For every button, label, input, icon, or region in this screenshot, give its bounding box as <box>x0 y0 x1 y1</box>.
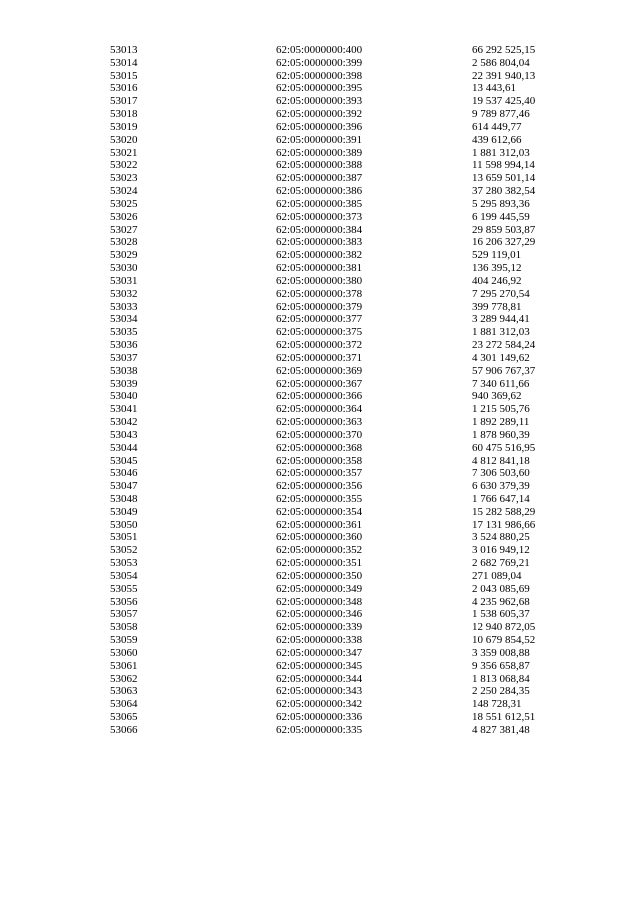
row-number-cell: 53014 <box>110 56 138 69</box>
row-number-cell: 53022 <box>110 159 138 172</box>
cadastral-number-cell: 62:05:0000000:367 <box>276 377 363 390</box>
row-number-cell: 53032 <box>110 287 138 300</box>
cadastral-number-cell: 62:05:0000000:385 <box>276 197 363 210</box>
cadastral-number-cell: 62:05:0000000:360 <box>276 531 363 544</box>
table-row <box>110 172 580 185</box>
table-row <box>110 249 580 262</box>
amount-cell: 1 538 605,37 <box>472 608 530 621</box>
cadastral-number-cell: 62:05:0000000:338 <box>276 634 363 647</box>
row-number-cell: 53024 <box>110 185 138 198</box>
row-number-cell: 53047 <box>110 480 138 493</box>
amount-cell: 7 295 270,54 <box>472 287 530 300</box>
cadastral-number-cell: 62:05:0000000:389 <box>276 146 363 159</box>
cadastral-number-cell: 62:05:0000000:387 <box>276 172 363 185</box>
table-row <box>110 698 580 711</box>
row-number-cell: 53063 <box>110 685 138 698</box>
amount-cell: 614 449,77 <box>472 120 522 133</box>
cadastral-number-cell: 62:05:0000000:342 <box>276 698 363 711</box>
cadastral-number-cell: 62:05:0000000:354 <box>276 505 363 518</box>
cadastral-number-cell: 62:05:0000000:398 <box>276 69 363 82</box>
amount-cell: 3 016 949,12 <box>472 544 530 557</box>
amount-cell: 439 612,66 <box>472 133 522 146</box>
row-number-cell: 53059 <box>110 634 138 647</box>
row-number-cell: 53025 <box>110 197 138 210</box>
amount-cell: 60 475 516,95 <box>472 441 536 454</box>
table-row <box>110 236 580 249</box>
row-number-cell: 53044 <box>110 441 138 454</box>
row-number-cell: 53065 <box>110 711 138 724</box>
row-number-cell: 53028 <box>110 236 138 249</box>
row-number-cell: 53040 <box>110 390 138 403</box>
table-row <box>110 352 580 365</box>
table-row <box>110 673 580 686</box>
table-row <box>110 557 580 570</box>
row-number-cell: 53045 <box>110 454 138 467</box>
table-row <box>110 339 580 352</box>
amount-cell: 23 272 584,24 <box>472 339 536 352</box>
row-number-cell: 53048 <box>110 492 138 505</box>
amount-cell: 57 906 767,37 <box>472 364 536 377</box>
cadastral-number-cell: 62:05:0000000:380 <box>276 274 363 287</box>
cadastral-number-cell: 62:05:0000000:356 <box>276 480 363 493</box>
cadastral-number-cell: 62:05:0000000:347 <box>276 646 363 659</box>
row-number-cell: 53046 <box>110 467 138 480</box>
amount-cell: 1 878 960,39 <box>472 428 530 441</box>
row-number-cell: 53030 <box>110 262 138 275</box>
amount-cell: 18 551 612,51 <box>472 711 536 724</box>
cadastral-number-cell: 62:05:0000000:350 <box>276 569 363 582</box>
amount-cell: 29 859 503,87 <box>472 223 536 236</box>
amount-cell: 4 827 381,48 <box>472 723 530 736</box>
table-row <box>110 621 580 634</box>
amount-cell: 1 881 312,03 <box>472 146 530 159</box>
row-number-cell: 53049 <box>110 505 138 518</box>
amount-cell: 13 659 501,14 <box>472 172 536 185</box>
amount-cell: 399 778,81 <box>472 300 522 313</box>
amount-cell: 3 524 880,25 <box>472 531 530 544</box>
amount-cell: 12 940 872,05 <box>472 621 536 634</box>
table-row <box>110 44 580 57</box>
cadastral-number-cell: 62:05:0000000:343 <box>276 685 363 698</box>
amount-cell: 940 369,62 <box>472 390 522 403</box>
table-row <box>110 685 580 698</box>
row-number-cell: 53037 <box>110 351 138 364</box>
row-number-cell: 53033 <box>110 300 138 313</box>
row-number-cell: 53036 <box>110 339 138 352</box>
amount-cell: 4 301 149,62 <box>472 351 530 364</box>
cadastral-number-cell: 62:05:0000000:352 <box>276 544 363 557</box>
row-number-cell: 53052 <box>110 544 138 557</box>
amount-cell: 1 215 505,76 <box>472 403 530 416</box>
row-number-cell: 53020 <box>110 133 138 146</box>
row-number-cell: 53035 <box>110 326 138 339</box>
table-row <box>110 288 580 301</box>
amount-cell: 404 246,92 <box>472 274 522 287</box>
table-row <box>110 570 580 583</box>
table-row <box>110 544 580 557</box>
cadastral-number-cell: 62:05:0000000:339 <box>276 621 363 634</box>
row-number-cell: 53039 <box>110 377 138 390</box>
table-row <box>110 467 580 480</box>
cadastral-number-cell: 62:05:0000000:379 <box>276 300 363 313</box>
table-row <box>110 493 580 506</box>
amount-cell: 2 586 804,04 <box>472 56 530 69</box>
table-row <box>110 57 580 70</box>
table-row <box>110 378 580 391</box>
row-number-cell: 53016 <box>110 82 138 95</box>
row-number-cell: 53062 <box>110 672 138 685</box>
cadastral-number-cell: 62:05:0000000:373 <box>276 210 363 223</box>
cadastral-number-cell: 62:05:0000000:388 <box>276 159 363 172</box>
row-number-cell: 53050 <box>110 518 138 531</box>
cadastral-number-cell: 62:05:0000000:378 <box>276 287 363 300</box>
amount-cell: 1 766 647,14 <box>472 492 530 505</box>
amount-cell: 136 395,12 <box>472 262 522 275</box>
table-row <box>110 82 580 95</box>
amount-cell: 6 630 379,39 <box>472 480 530 493</box>
amount-cell: 3 289 944,41 <box>472 313 530 326</box>
table-row <box>110 519 580 532</box>
row-number-cell: 53054 <box>110 569 138 582</box>
row-number-cell: 53042 <box>110 416 138 429</box>
cadastral-number-cell: 62:05:0000000:346 <box>276 608 363 621</box>
cadastral-number-cell: 62:05:0000000:395 <box>276 82 363 95</box>
row-number-cell: 53041 <box>110 403 138 416</box>
row-number-cell: 53027 <box>110 223 138 236</box>
cadastral-number-cell: 62:05:0000000:400 <box>276 44 363 56</box>
row-number-cell: 53031 <box>110 274 138 287</box>
row-number-cell: 53038 <box>110 364 138 377</box>
row-number-cell: 53043 <box>110 428 138 441</box>
row-number-cell: 53056 <box>110 595 138 608</box>
table-row <box>110 211 580 224</box>
cadastral-number-cell: 62:05:0000000:363 <box>276 416 363 429</box>
cadastral-number-cell: 62:05:0000000:366 <box>276 390 363 403</box>
table-row <box>110 262 580 275</box>
row-number-cell: 53034 <box>110 313 138 326</box>
cadastral-number-cell: 62:05:0000000:358 <box>276 454 363 467</box>
amount-cell: 5 295 893,36 <box>472 197 530 210</box>
table-row <box>110 301 580 314</box>
cadastral-number-cell: 62:05:0000000:371 <box>276 351 363 364</box>
cadastral-number-cell: 62:05:0000000:370 <box>276 428 363 441</box>
amount-cell: 4 235 962,68 <box>472 595 530 608</box>
table-row <box>110 224 580 237</box>
row-number-cell: 53029 <box>110 249 138 262</box>
table-row <box>110 121 580 134</box>
cadastral-number-cell: 62:05:0000000:383 <box>276 236 363 249</box>
cadastral-number-cell: 62:05:0000000:351 <box>276 557 363 570</box>
amount-cell: 19 537 425,40 <box>472 95 536 108</box>
table-row <box>110 147 580 160</box>
amount-cell: 2 250 284,35 <box>472 685 530 698</box>
row-number-cell: 53061 <box>110 659 138 672</box>
amount-cell: 6 199 445,59 <box>472 210 530 223</box>
cadastral-number-cell: 62:05:0000000:369 <box>276 364 363 377</box>
row-number-cell: 53018 <box>110 108 138 121</box>
cadastral-number-cell: 62:05:0000000:392 <box>276 108 363 121</box>
cadastral-number-cell: 62:05:0000000:348 <box>276 595 363 608</box>
cadastral-number-cell: 62:05:0000000:382 <box>276 249 363 262</box>
amount-cell: 7 306 503,60 <box>472 467 530 480</box>
row-number-cell: 53026 <box>110 210 138 223</box>
amount-cell: 148 728,31 <box>472 698 522 711</box>
cadastral-number-cell: 62:05:0000000:361 <box>276 518 363 531</box>
row-number-cell: 53053 <box>110 557 138 570</box>
table-row <box>110 480 580 493</box>
amount-cell: 1 881 312,03 <box>472 326 530 339</box>
table-row <box>110 416 580 429</box>
table-row <box>110 159 580 172</box>
amount-cell: 10 679 854,52 <box>472 634 536 647</box>
row-number-cell: 53066 <box>110 723 138 736</box>
table-row <box>110 634 580 647</box>
table-row <box>110 70 580 83</box>
table-row <box>110 711 580 724</box>
table-row <box>110 583 580 596</box>
amount-cell: 2 682 769,21 <box>472 557 530 570</box>
row-number-cell: 53051 <box>110 531 138 544</box>
cadastral-number-cell: 62:05:0000000:399 <box>276 56 363 69</box>
row-number-cell: 53023 <box>110 172 138 185</box>
table-row <box>110 95 580 108</box>
amount-cell: 22 391 940,13 <box>472 69 536 82</box>
amount-cell: 66 292 525,15 <box>472 44 536 56</box>
cadastral-number-cell: 62:05:0000000:364 <box>276 403 363 416</box>
amount-cell: 1 813 068,84 <box>472 672 530 685</box>
amount-cell: 37 280 382,54 <box>472 185 536 198</box>
table-row <box>110 275 580 288</box>
row-number-cell: 53055 <box>110 582 138 595</box>
table-row <box>110 724 580 737</box>
cadastral-number-cell: 62:05:0000000:372 <box>276 339 363 352</box>
row-number-cell: 53057 <box>110 608 138 621</box>
row-number-cell: 53019 <box>110 120 138 133</box>
amount-cell: 271 089,04 <box>472 569 522 582</box>
cadastral-number-cell: 62:05:0000000:355 <box>276 492 363 505</box>
amount-cell: 17 131 986,66 <box>472 518 536 531</box>
cadastral-number-cell: 62:05:0000000:386 <box>276 185 363 198</box>
table-row <box>110 198 580 211</box>
amount-cell: 3 359 008,88 <box>472 646 530 659</box>
row-number-cell: 53017 <box>110 95 138 108</box>
table-row <box>110 326 580 339</box>
row-number-cell: 53013 <box>110 44 138 56</box>
table-row <box>110 660 580 673</box>
data-table <box>110 44 580 737</box>
row-number-cell: 53058 <box>110 621 138 634</box>
cadastral-number-cell: 62:05:0000000:375 <box>276 326 363 339</box>
amount-cell: 2 043 085,69 <box>472 582 530 595</box>
table-row <box>110 313 580 326</box>
table-row <box>110 108 580 121</box>
amount-cell: 9 789 877,46 <box>472 108 530 121</box>
amount-cell: 529 119,01 <box>472 249 522 262</box>
cadastral-number-cell: 62:05:0000000:396 <box>276 120 363 133</box>
amount-cell: 4 812 841,18 <box>472 454 530 467</box>
table-row <box>110 506 580 519</box>
amount-cell: 9 356 658,87 <box>472 659 530 672</box>
amount-cell: 7 340 611,66 <box>472 377 530 390</box>
cadastral-number-cell: 62:05:0000000:349 <box>276 582 363 595</box>
table-row <box>110 390 580 403</box>
row-number-cell: 53060 <box>110 646 138 659</box>
amount-cell: 15 282 588,29 <box>472 505 536 518</box>
cadastral-number-cell: 62:05:0000000:344 <box>276 672 363 685</box>
table-row <box>110 596 580 609</box>
cadastral-number-cell: 62:05:0000000:391 <box>276 133 363 146</box>
cadastral-number-cell: 62:05:0000000:377 <box>276 313 363 326</box>
amount-cell: 13 443,61 <box>472 82 516 95</box>
row-number-cell: 53015 <box>110 69 138 82</box>
table-row <box>110 531 580 544</box>
cadastral-number-cell: 62:05:0000000:357 <box>276 467 363 480</box>
table-row <box>110 455 580 468</box>
amount-cell: 16 206 327,29 <box>472 236 536 249</box>
table-row <box>110 185 580 198</box>
amount-cell: 11 598 994,14 <box>472 159 535 172</box>
cadastral-number-cell: 62:05:0000000:393 <box>276 95 363 108</box>
table-row <box>110 647 580 660</box>
cadastral-number-cell: 62:05:0000000:381 <box>276 262 363 275</box>
table-row <box>110 608 580 621</box>
table-row <box>110 403 580 416</box>
table-row <box>110 442 580 455</box>
table-row <box>110 134 580 147</box>
row-number-cell: 53064 <box>110 698 138 711</box>
row-number-cell: 53021 <box>110 146 138 159</box>
cadastral-number-cell: 62:05:0000000:368 <box>276 441 363 454</box>
cadastral-number-cell: 62:05:0000000:335 <box>276 723 363 736</box>
cadastral-number-cell: 62:05:0000000:384 <box>276 223 363 236</box>
table-row <box>110 365 580 378</box>
table-row <box>110 429 580 442</box>
cadastral-number-cell: 62:05:0000000:345 <box>276 659 363 672</box>
amount-cell: 1 892 289,11 <box>472 416 530 429</box>
cadastral-number-cell: 62:05:0000000:336 <box>276 711 363 724</box>
